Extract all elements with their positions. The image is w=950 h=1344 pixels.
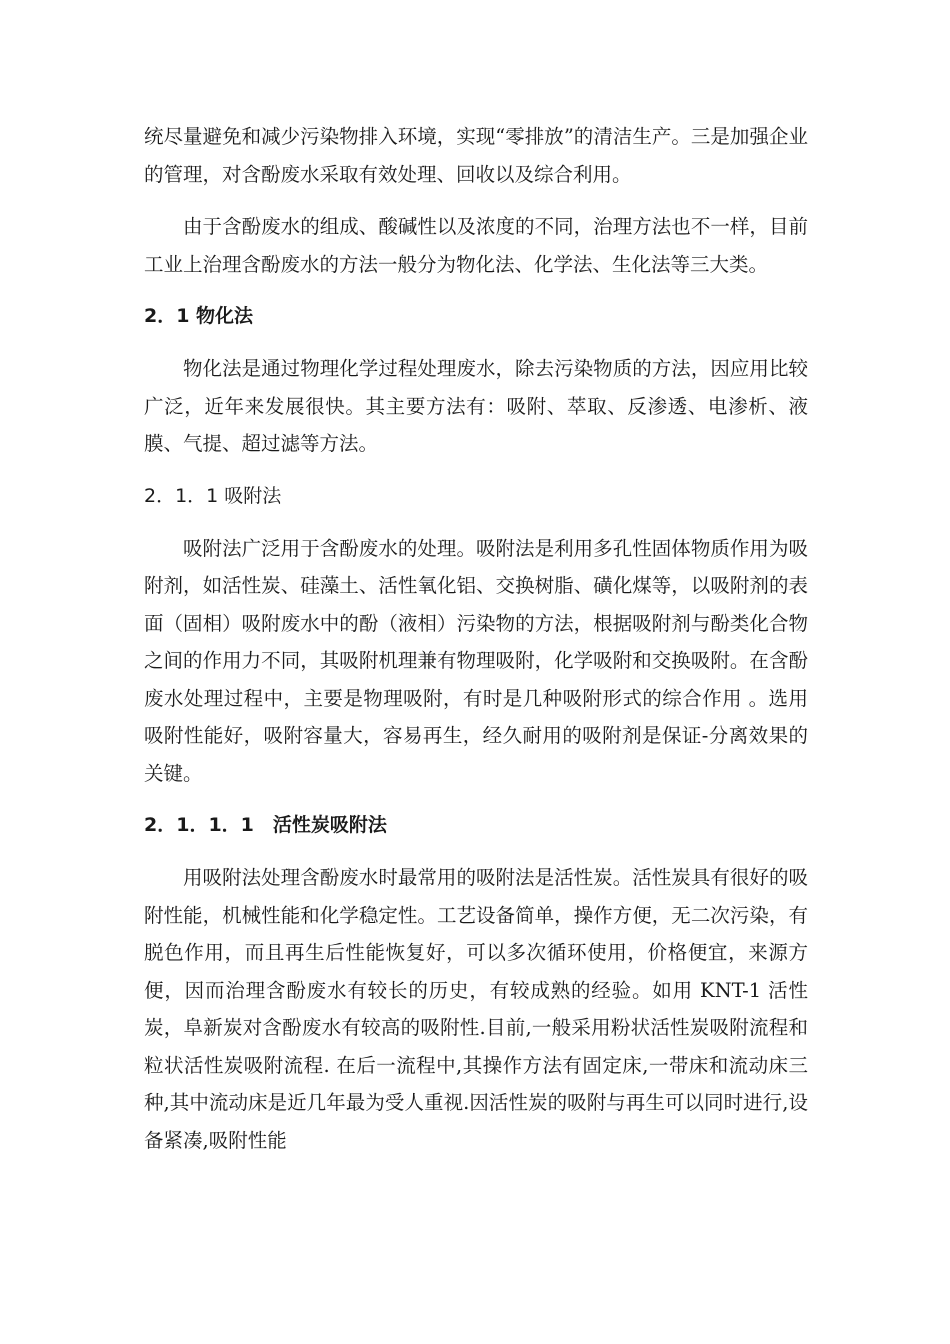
heading-2-1-physicochemical: 2．1 物化法	[144, 305, 254, 327]
paragraph-treatment-methods: 由于含酚废水的组成、酸碱性以及浓度的不同，治理方法也不一样，目前工业上治理含酚废水的方法一般分为物化法、化学法、生化法等三大类。	[144, 215, 808, 276]
paragraph-zero-discharge: 统尽量避免和减少污染物排入环境，实现“零排放”的清洁生产。三是加强企业的管理，对含酚废水采取有效处理、回收以及综合利用。	[144, 125, 808, 186]
heading-2-1-1-adsorption: 2．1．1 吸附法	[144, 484, 282, 507]
paragraph-adsorption-method: 吸附法广泛用于含酚废水的处理。吸附法是利用多孔性固体物质作用为吸附剂，如活性炭、硅藻土、活性氧化铝、交换树脂、磺化煤等，以吸附剂的表面（固相）吸附废水中的酚（液相）污染物的方法，根据吸附剂与酚类化合物之间的作用力不同，其吸附机理兼有物理吸附，化学吸附和交换吸附。在含酚废水处理过程中，主要是物理吸附，有时是几种吸附形式的综合作用 。选用吸附性能好，吸附容量大，容易再生，经久耐用的吸附剂是保证-分离效果的关键。	[144, 536, 808, 785]
paragraph-activated-carbon: 用吸附法处理含酚废水时最常用的吸附法是活性炭。活性炭具有很好的吸附性能，机械性能和化学稳定性。工艺设备简单，操作方便，无二次污染，有脱色作用，而且再生后性能恢复好，可以多次循环使用，价格便宜，来源方便，因而治理含酚废水有较长的历史，有较成熟的经验。如用 KNT-1 活性炭，阜新炭对含酚废水有较高的吸附性.目前,一般采用粉状活性炭吸附流程和粒状活性炭吸附流程. 在后一流程中,其操作方法有固定床,一带床和流动床三种,其中流动床是近几年最为受人重视.因活性炭的吸附与再生可以同时进行,设备紧凑,吸附性能	[144, 866, 808, 1152]
paragraph-physicochemical-method: 物化法是通过物理化学过程处理废水，除去污染物质的方法，因应用比较广泛，近年来发展很快。其主要方法有：吸附、萃取、反渗透、电渗析、液膜、气提、超过滤等方法。	[144, 357, 808, 455]
heading-2-1-1-1-activated-carbon: 2．1．1．1 活性炭吸附法	[144, 814, 387, 836]
document-page	[144, 118, 808, 1159]
